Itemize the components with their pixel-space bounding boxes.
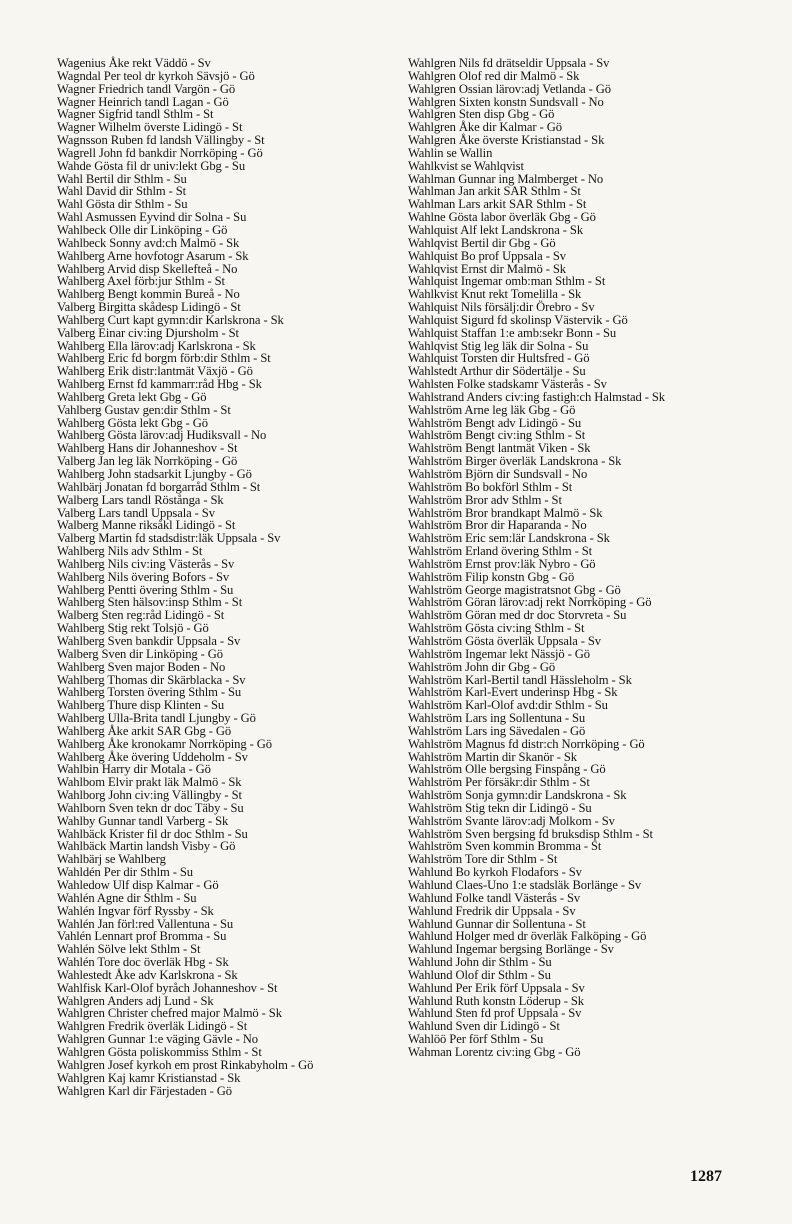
directory-entry: Wahlberg Åke arkit SAR Gbg - Gö [57,723,232,738]
directory-entry: Walberg Sven dir Linköping - Gö [57,646,223,661]
directory-entry: Wagner Heinrich tandl Lagan - Gö [57,94,229,109]
directory-entry: Wahlberg Torsten övering Sthlm - Su [57,685,242,700]
directory-entry: Wahlström Stig tekn dir Lidingö - Su [408,800,592,815]
directory-entry: Wahlkvist Knut rekt Tomelilla - Sk [408,287,582,302]
directory-entry: Wahlström Björn dir Sundsvall - No [408,467,588,481]
directory-entry: Wahlberg Nils övering Bofors - Sv [57,569,230,584]
directory-entry: Wahl David dir Sthlm - St [57,184,187,199]
directory-entry: Wahlman Jan arkit SAR Sthlm - St [408,184,581,199]
directory-entry: Wahlgren Josef kyrkoh em prost Rinkabyholm - Gö [57,1057,314,1072]
directory-entry: Wahlberg Hans dir Johanneshov - St [57,441,238,456]
directory-entry: Wahlström George magistratsnot Gbg - Gö [408,582,621,597]
directory-entry: Wahlquist Ingemar omb:man Sthlm - St [408,274,606,289]
directory-entry: Wahlström Magnus fd distr:ch Norrköping - Gö [408,736,645,751]
directory-entry: Wahlund Per Erik förf Uppsala - Sv [408,980,585,995]
directory-entry: Wahlström Per försäkr:dir Sthlm - St [408,775,590,790]
directory-entry: Wahlström Svante lärov:adj Molkom - Sv [408,813,615,828]
directory-entry: Wahlberg Ulla-Brita tandl Ljungby - Gö [57,711,256,726]
directory-entry: Wahlström Eric sem:lär Landskrona - Sk [408,531,610,546]
directory-entry: Wahlquist Torsten dir Hultsfred - Gö [408,351,590,366]
directory-entry: Wahlström Gösta civ:ing Sthlm - St [408,621,585,636]
directory-entry: Wahlbin Harry dir Motala - Gö [57,762,211,777]
directory-entry: Wahlberg Thomas dir Skärblacka - Sv [57,672,246,687]
directory-entry: Wahlgren Nils fd drätseldir Uppsala - Sv [408,56,610,70]
directory-entry: Wahlberg Ernst fd kammarr:råd Hbg - Sk [57,377,262,392]
directory-entry: Wahlström Bror brandkapt Malmö - Sk [408,505,603,520]
directory-entry: Wahlström Tore dir Sthlm - St [408,852,558,867]
directory-entry: Wahlbäck Krister fil dr doc Sthlm - Su [57,826,248,841]
directory-entry: Wahlund John dir Sthlm - Su [408,955,552,970]
directory-entry: Wahlund Bo kyrkoh Flodafors - Sv [408,865,582,880]
directory-entry: Wahlund Folke tandl Västerås - Sv [408,890,581,905]
directory-entry: Wahlberg Sven major Boden - No [57,659,226,674]
directory-entry: Wahlquist Staffan 1:e amb:sekr Bonn - Su [408,325,617,340]
directory-entry: Wagner Wilhelm överste Lidingö - St [57,120,243,135]
directory-entry: Wahlström Karl-Evert underinsp Hbg - Sk [408,685,618,700]
directory-entry: Vahlén Lennart prof Bromma - Su [57,929,227,944]
directory-entry: Wahlström Sonja gymn:dir Landskrona - Sk [408,788,627,803]
directory-entry: Wahlström Sven bergsing fd bruksdisp Sthlm - St [408,826,653,841]
directory-entry: Wahlgren Kaj kamr Kristianstad - Sk [57,1070,241,1085]
directory-entry: Wahlbärj se Wahlberg [57,852,166,867]
directory-entry: Wahlbom Elvir prakt läk Malmö - Sk [57,775,242,790]
directory-entry: Wahlfisk Karl-Olof byråch Johanneshov - St [57,980,278,995]
directory-entry: Wahlbärj Jonatan fd borgarråd Sthlm - St [57,479,261,494]
directory-entry: Wahlberg Gösta lärov:adj Hudiksvall - No [57,428,267,443]
directory-entry: Wagrell John fd bankdir Norrköping - Gö [57,145,263,160]
directory-entry: Wagenius Åke rekt Väddö - Sv [57,56,211,70]
directory-entry: Wahlstrand Anders civ:ing fastigh:ch Halmstad - Sk [408,389,666,404]
directory-entry: Wahlberg Greta lekt Gbg - Gö [57,389,207,404]
directory-entry: Wahlström Bengt lantmät Viken - Sk [408,441,591,456]
directory-entry: Wahlund Claes-Uno 1:e stadsläk Borlänge - Sv [408,878,642,892]
directory-entry: Wahlberg Pentti övering Sthlm - Su [57,582,234,597]
directory-entry: Wahlberg Gösta lekt Gbg - Gö [57,415,208,430]
directory-entry: Wahlström Ernst prov:läk Nybro - Gö [408,556,596,571]
directory-entry: Wahlström Gösta överläk Uppsala - Sv [408,633,601,648]
directory-entry: Wahlström Bengt adv Lidingö - Su [408,415,582,430]
directory-entry: Valberg Jan leg läk Norrköping - Gö [57,454,238,469]
directory-entry: Wahlström Göran med dr doc Storvreta - Su [408,608,627,623]
directory-entry: Wahlström Arne leg läk Gbg - Gö [408,402,576,417]
directory-entry: Wahlqvist Stig leg läk dir Solna - Su [408,338,589,353]
directory-entry: Wahlund Ingemar bergsing Borlänge - Sv [408,942,614,957]
directory-entry: Wahlberg Arvid disp Skellefteå - No [57,261,238,276]
directory-entry: Wahlberg Sven bankdir Uppsala - Sv [57,633,241,648]
directory-entry: Wahlström Bengt civ:ing Sthlm - St [408,428,586,443]
directory-entry: Wahlberg Stig rekt Tolsjö - Gö [57,621,209,636]
directory-entry: Vahlberg Gustav gen:dir Sthlm - St [57,402,231,417]
directory-entry: Wahlne Gösta labor överläk Gbg - Gö [408,210,596,225]
directory-entry: Walberg Sten reg:råd Lidingö - St [57,608,225,623]
directory-entry: Wahlbeck Sonny avd:ch Malmö - Sk [57,235,240,250]
directory-entry: Wahlström Lars ing Sollentuna - Su [408,711,586,726]
directory-entry: Wahlestedt Åke adv Karlskrona - Sk [57,967,238,982]
directory-entry: Wahlström John dir Gbg - Gö [408,659,556,674]
directory-entry: Wahlberg Nils civ:ing Västerås - Sv [57,556,235,571]
directory-entry: Wahlström Lars ing Sävedalen - Gö [408,723,586,738]
directory-entry: Wahlund Holger med dr överläk Falköping - Gö [408,929,647,944]
directory-entry: Wahldén Per dir Sthlm - Su [57,865,193,880]
directory-entry: Wahlström Erland övering Sthlm - St [408,544,593,559]
directory-entry: Wahlqvist Bertil dir Gbg - Gö [408,235,556,250]
directory-entry: Wagndal Per teol dr kyrkoh Sävsjö - Gö [57,68,255,83]
directory-entry: Wahlgren Gunnar 1:e väging Gävle - No [57,1032,258,1047]
directory-entry: Wahlström Olle bergsing Finspång - Gö [408,762,606,777]
directory-entry: Wahlgren Åke överste Kristianstad - Sk [408,133,605,148]
directory-entry: Wahlberg Sten hälsov:insp Sthlm - St [57,595,243,610]
directory-entry: Wahlberg Bengt kommin Bureå - No [57,287,240,302]
directory-entry: Wahledow Ulf disp Kalmar - Gö [57,878,219,892]
directory-entry: Wahlberg John stadsarkit Ljungby - Gö [57,467,252,481]
directory-entry: Wahlgren Fredrik överläk Lidingö - St [57,1019,248,1034]
directory-entry: Wahlsten Folke stadskamr Västerås - Sv [408,377,607,392]
directory-entry: Wahlberg Arne hovfotogr Asarum - Sk [57,248,249,263]
directory-entry: Wahlberg Erik distr:lantmät Växjö - Gö [57,364,253,379]
directory-entry: Wahlberg Eric fd borgm förb:dir Sthlm - St [57,351,271,366]
directory-entry: Wahlin se Wallin [408,145,493,160]
directory-entry: Wahlund Sven dir Lidingö - St [408,1019,560,1034]
directory-entry: Wahlund Olof dir Sthlm - Su [408,967,551,982]
directory-entry: Wahlström Bror dir Haparanda - No [408,518,587,533]
directory-entry: Wahlberg Ella lärov:adj Karlskrona - Sk [57,338,256,353]
directory-entry: Wahlstedt Arthur dir Södertälje - Su [408,364,586,379]
directory-entry: Wahlström Bo bokförl Sthlm - St [408,479,573,494]
directory-entry: Wahlman Gunnar ing Malmberget - No [408,171,604,186]
directory-entry: Wahlund Fredrik dir Uppsala - Sv [408,903,576,918]
directory-entry: Wahlbeck Olle dir Linköping - Gö [57,222,228,237]
directory-entry: Wagner Sigfrid tandl Sthlm - St [57,107,214,122]
directory-entry: Wahlgren Christer chefred major Malmö - Sk [57,1006,282,1021]
directory-entry: Wahlborn Sven tekn dr doc Täby - Su [57,800,244,815]
left-column [57,57,393,1097]
directory-entry: Wahlström Martin dir Skanör - Sk [408,749,577,764]
directory-entry: Wahlby Gunnar tandl Varberg - Sk [57,813,229,828]
directory-entry: Wahl Bertil dir Sthlm - Su [57,171,187,186]
directory-entry: Wahlgren Sixten konstn Sundsvall - No [408,94,604,109]
directory-entry: Valberg Lars tandl Uppsala - Sv [57,505,215,520]
directory-entry: Wahlberg Curt kapt gymn:dir Karlskrona - Sk [57,312,284,327]
directory-entry: Wahlström Sven kommin Bromma - St [408,839,602,854]
directory-entry: Wahlberg Thure disp Klinten - Su [57,698,225,713]
directory-entry: Wahde Gösta fil dr univ:lekt Gbg - Su [57,158,246,173]
directory-entry: Wagnsson Ruben fd landsh Vällingby - St [57,133,265,148]
directory-entry: Wagner Friedrich tandl Vargön - Gö [57,81,236,96]
directory-entry: Wahlgren Gösta poliskommiss Sthlm - St [57,1044,262,1059]
directory-entry: Wahlbäck Martin landsh Visby - Gö [57,839,236,854]
directory-entry: Wahlberg Axel förb:jur Sthlm - St [57,274,225,289]
directory-entry: Wahlgren Åke dir Kalmar - Gö [408,120,562,135]
directory-entry: Valberg Birgitta skådesp Lidingö - St [57,300,241,315]
directory-entry: Wahlqvist Ernst dir Malmö - Sk [408,261,566,276]
directory-entry: Wahlén Sölve lekt Sthlm - St [57,942,201,957]
directory-entry: Wahlström Birger överläk Landskrona - Sk [408,454,622,469]
directory-entry: Wahlén Tore doc överläk Hbg - Sk [57,955,229,970]
directory-entry: Wahlström Göran lärov:adj rekt Norrköping - Gö [408,595,652,610]
directory-entry: Wahlund Ruth konstn Löderup - Sk [408,993,584,1008]
directory-entry: Wahlborg John civ:ing Vällingby - St [57,788,242,803]
directory-entry: Wahlquist Nils försälj:dir Örebro - Sv [408,300,595,315]
directory-entry: Wahlberg Åke övering Uddeholm - Sv [57,749,248,764]
directory-entry: Wahlström Filip konstn Gbg - Gö [408,569,575,584]
directory-entry: Wahl Asmussen Eyvind dir Solna - Su [57,210,247,225]
directory-entry: Walberg Lars tandl Röstånga - Sk [57,492,224,507]
directory-entry: Wahlquist Alf lekt Landskrona - Sk [408,222,584,237]
directory-entry: Wahlberg Nils adv Sthlm - St [57,544,203,559]
directory-entry: Wahlström Bror adv Sthlm - St [408,492,562,507]
directory-entry: Walberg Manne riksåkl Lidingö - St [57,518,236,533]
directory-entry: Wahlquist Sigurd fd skolinsp Västervik - Gö [408,312,628,327]
right-column [408,57,738,1059]
directory-entry: Wahlkvist se Wahlqvist [408,158,524,173]
directory-entry: Wahlöö Per förf Sthlm - Su [408,1032,544,1047]
directory-entry: Valberg Martin fd stadsdistr:läk Uppsala - Sv [57,531,281,546]
directory-entry: Wahlgren Karl dir Färjestaden - Gö [57,1083,232,1098]
directory-entry: Wahl Gösta dir Sthlm - Su [57,197,188,212]
directory-entry: Wahlman Lars arkit SAR Sthlm - St [408,197,587,212]
directory-entry: Wahlén Jan förl:red Vallentuna - Su [57,916,234,931]
directory-entry: Wahlén Ingvar förf Ryssby - Sk [57,903,214,918]
directory-entry: Wahlström Ingemar lekt Nässjö - Gö [408,646,591,661]
directory-entry: Wahlberg Åke kronokamr Norrköping - Gö [57,736,272,751]
directory-entry: Wahlquist Bo prof Uppsala - Sv [408,248,566,263]
directory-entry: Wahlström Karl-Bertil tandl Hässleholm - Sk [408,672,632,687]
directory-entry: Wahlström Karl-Olof avd:dir Sthlm - Su [408,698,608,713]
directory-entry: Valberg Einar civ:ing Djursholm - St [57,325,239,340]
directory-entry: Wahlgren Anders adj Lund - Sk [57,993,214,1008]
directory-entry: Wahlgren Sten disp Gbg - Gö [408,107,555,122]
directory-entry: Wahlund Sten fd prof Uppsala - Sv [408,1006,582,1021]
directory-entry: Wahlgren Olof red dir Malmö - Sk [408,68,580,83]
page-number: 1287 [690,1168,722,1185]
directory-entry: Wahman Lorentz civ:ing Gbg - Gö [408,1044,581,1059]
directory-entry: Wahlund Gunnar dir Sollentuna - St [408,916,586,931]
directory-entry: Wahlén Agne dir Sthlm - Su [57,890,197,905]
directory-entry: Wahlgren Ossian lärov:adj Vetlanda - Gö [408,81,611,96]
